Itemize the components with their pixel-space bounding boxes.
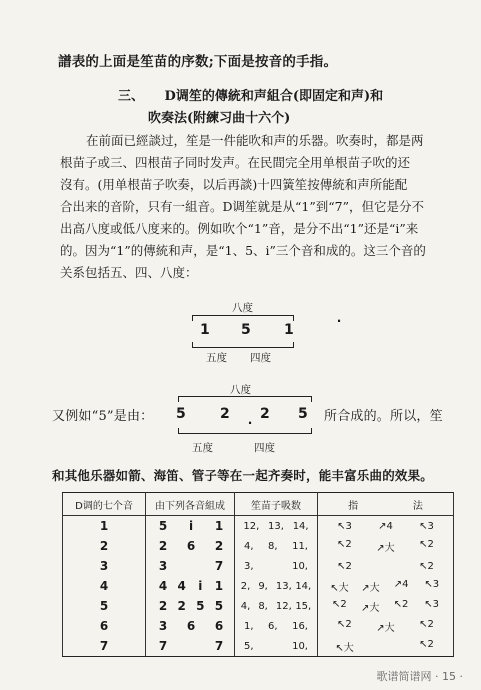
cell-holes	[235, 516, 318, 537]
cell-hole: 10,	[292, 560, 308, 572]
cell-finger: ↖2	[337, 560, 352, 572]
section-title-2: 吹奏法(附練习曲十六个)	[148, 111, 291, 126]
cell-hole: 16,	[292, 620, 308, 632]
header-fingering-2: 法	[412, 500, 423, 512]
table-row	[63, 536, 454, 556]
watermark: 歌谱简谱网 · 15 ·	[376, 670, 463, 683]
cell-note: 1	[214, 519, 224, 533]
cell-note: 5	[196, 599, 205, 613]
cell-note: 5	[158, 519, 168, 533]
cell-note: i	[198, 579, 203, 593]
cell-finger: ↖2	[393, 598, 409, 610]
cell-hole: 2,	[240, 580, 251, 592]
cell-fingering	[318, 636, 454, 657]
cell-note: 2	[158, 599, 168, 613]
cell-hole: 4,	[244, 540, 254, 552]
section-heading-line1	[118, 85, 383, 104]
table-row	[63, 556, 454, 576]
paragraph	[60, 130, 458, 284]
cell-notes	[146, 576, 235, 596]
cell-hole: 9,	[258, 580, 268, 592]
cell-holes	[235, 636, 318, 657]
cell-fingering	[318, 596, 454, 616]
cell-degree: 4	[63, 576, 146, 596]
cell-hole: 4,	[240, 600, 251, 612]
cell-finger: ↖2	[419, 538, 434, 550]
cell-degree: 7	[63, 636, 146, 657]
cell-note: 7	[158, 639, 168, 653]
interval-diagram-1	[190, 300, 300, 370]
cell-holes	[235, 556, 318, 576]
diagram2-note: 2	[220, 406, 230, 422]
cell-hole: 12,	[243, 520, 260, 532]
interval-diagram-2	[170, 382, 318, 460]
cell-hole: 13,	[275, 580, 292, 592]
cell-finger: ↖大	[330, 582, 349, 594]
cell-finger	[377, 561, 395, 572]
fingering-table	[62, 492, 454, 657]
diagram1-note: 1 ·	[284, 322, 394, 338]
top-line: 譜表的上面是笙苗的序数;下面是按音的手指。	[58, 54, 338, 70]
sentence2-prefix: 又例如“5”是由：	[52, 409, 154, 424]
cell-finger	[377, 639, 395, 654]
cell-fingering	[318, 576, 454, 596]
cell-notes	[146, 616, 235, 636]
cell-note: 3	[158, 559, 168, 573]
cell-degree: 1	[63, 516, 146, 537]
cell-hole: 14,	[295, 580, 312, 592]
cell-holes	[235, 576, 318, 596]
cell-degree: 5	[63, 596, 146, 616]
sentence3: 和其他乐器如箭、海笛、管子等在一起齐奏时，能丰富乐曲的效果。	[52, 468, 434, 483]
diagram1-note: 5	[241, 322, 251, 338]
cell-finger: ↖大	[335, 642, 354, 654]
header-notes: 由下列各音組成	[146, 493, 235, 516]
cell-fingering	[318, 616, 454, 636]
cell-fingering	[318, 536, 454, 556]
cell-finger: ↗4	[378, 520, 393, 532]
cell-finger: ↖2	[337, 618, 352, 630]
paragraph-line: 的。因为“1”的傳統和声，是“1、5、i”三个音和成的。这三个音的	[60, 243, 426, 258]
paragraph-line: 关系包括五、四、八度：	[60, 265, 198, 280]
cell-degree: 6	[63, 616, 146, 636]
paragraph-line: 出高八度或低八度来的。例如吹个“1”音，是分不出“1”还是“i”来	[60, 221, 419, 236]
cell-note: 2	[158, 539, 168, 553]
cell-finger: ↖2	[419, 638, 434, 650]
cell-note	[186, 559, 196, 573]
diagram2-note: 2	[260, 406, 270, 422]
cell-finger: ↗大	[376, 542, 395, 554]
table-row	[63, 596, 454, 616]
cell-finger: ↗大	[361, 582, 380, 594]
cell-holes	[235, 616, 318, 636]
diagram1-bottom-label: 四度	[250, 352, 271, 364]
cell-hole: 5,	[244, 640, 254, 652]
cell-hole: 3,	[244, 560, 254, 572]
cell-hole	[268, 641, 282, 652]
cell-notes	[146, 596, 235, 616]
cell-note: 6	[186, 539, 196, 553]
table-row	[63, 616, 454, 636]
cell-hole: 1,	[244, 620, 254, 632]
cell-hole: 12,	[275, 600, 292, 612]
cell-note: 2	[177, 599, 186, 613]
cell-notes	[146, 516, 235, 537]
cell-finger: ↖3	[424, 598, 439, 610]
cell-hole: 8,	[258, 600, 268, 612]
paragraph-line: 根苗子或三、四根苗子同时发声。在民間完全用单根苗子吹的还	[60, 155, 411, 170]
cell-note: 4	[177, 579, 186, 593]
cell-hole: 14,	[292, 520, 309, 532]
cell-fingering	[318, 516, 454, 537]
header-fingering-1: 指	[348, 500, 359, 512]
cell-note: 2	[214, 539, 224, 553]
cell-hole: 8,	[268, 540, 278, 552]
diagram2-note: 5	[298, 406, 308, 422]
diagram2-note: 5 ·	[176, 406, 324, 422]
diagram1-top-bracket	[192, 315, 294, 321]
cell-note: 5	[214, 599, 224, 613]
header-degree: D调的七个音	[63, 493, 146, 516]
cell-finger: ↖3	[419, 520, 434, 532]
cell-note	[186, 639, 196, 653]
table-row	[63, 516, 454, 537]
cell-note: 7	[214, 639, 224, 653]
cell-finger: ↖3	[337, 520, 352, 532]
diagram1-bottom-bracket	[192, 342, 294, 348]
cell-notes	[146, 636, 235, 657]
cell-finger: ↖2	[419, 618, 434, 630]
table-row	[63, 636, 454, 657]
cell-finger: ↗大	[376, 622, 395, 634]
cell-finger: ↖2	[331, 598, 347, 610]
cell-note: 1	[214, 579, 224, 593]
paragraph-line: 沒有。(用单根苗子吹奏，以后再談)十四簧笙按傳統和声所能配	[60, 177, 408, 192]
cell-notes	[146, 536, 235, 556]
cell-notes	[146, 556, 235, 576]
table-row	[63, 576, 454, 596]
cell-hole: 11,	[292, 540, 308, 552]
diagram2-bottom-bracket	[178, 428, 312, 434]
cell-degree: 2	[63, 536, 146, 556]
table-header-row	[63, 493, 454, 516]
cell-hole: 15,	[295, 600, 312, 612]
diagram2-bottom-label: 五度	[192, 442, 213, 454]
diagram2-top-bracket	[178, 396, 312, 402]
cell-note: i	[188, 519, 194, 533]
cell-degree: 3	[63, 556, 146, 576]
sentence2-suffix: 所合成的。所以，笙	[324, 409, 443, 424]
cell-note: 6	[186, 619, 196, 633]
cell-hole: 10,	[292, 640, 308, 652]
cell-hole	[268, 561, 282, 572]
header-fingering	[318, 493, 454, 516]
cell-hole: 13,	[268, 520, 284, 532]
diagram1-top-label: 八度	[232, 302, 253, 314]
paragraph-line: 合出来的音阶，只有一組音。D调笙就是从“1”到“7”，但它是分不	[60, 199, 424, 214]
cell-holes	[235, 536, 318, 556]
cell-finger: ↖2	[419, 560, 434, 572]
section-title-1: D调笙的傳統和声組合(即固定和声)和	[164, 89, 384, 104]
cell-finger: ↖3	[424, 578, 440, 590]
cell-note: 3	[158, 619, 168, 633]
cell-finger: ↖2	[337, 538, 352, 550]
diagram1-bottom-label: 五度	[206, 352, 227, 364]
cell-note: 4	[158, 579, 168, 593]
cell-note: 6	[214, 619, 224, 633]
section-number: 三、	[118, 89, 145, 104]
cell-hole: 6,	[268, 620, 278, 632]
cell-finger: ↗4	[393, 578, 409, 590]
diagram2-top-label: 八度	[230, 384, 251, 396]
paragraph-line: 在前面已經談过，笙是一件能吹和声的乐器。吹奏时，都是两	[86, 133, 424, 148]
header-holes: 笙苗子吸数	[235, 493, 318, 516]
cell-holes	[235, 596, 318, 616]
cell-finger: ↗大	[360, 602, 380, 614]
cell-fingering	[318, 556, 454, 576]
diagram1-note: 1	[200, 322, 210, 338]
cell-note: 7	[214, 559, 224, 573]
diagram2-bottom-label: 四度	[254, 442, 275, 454]
